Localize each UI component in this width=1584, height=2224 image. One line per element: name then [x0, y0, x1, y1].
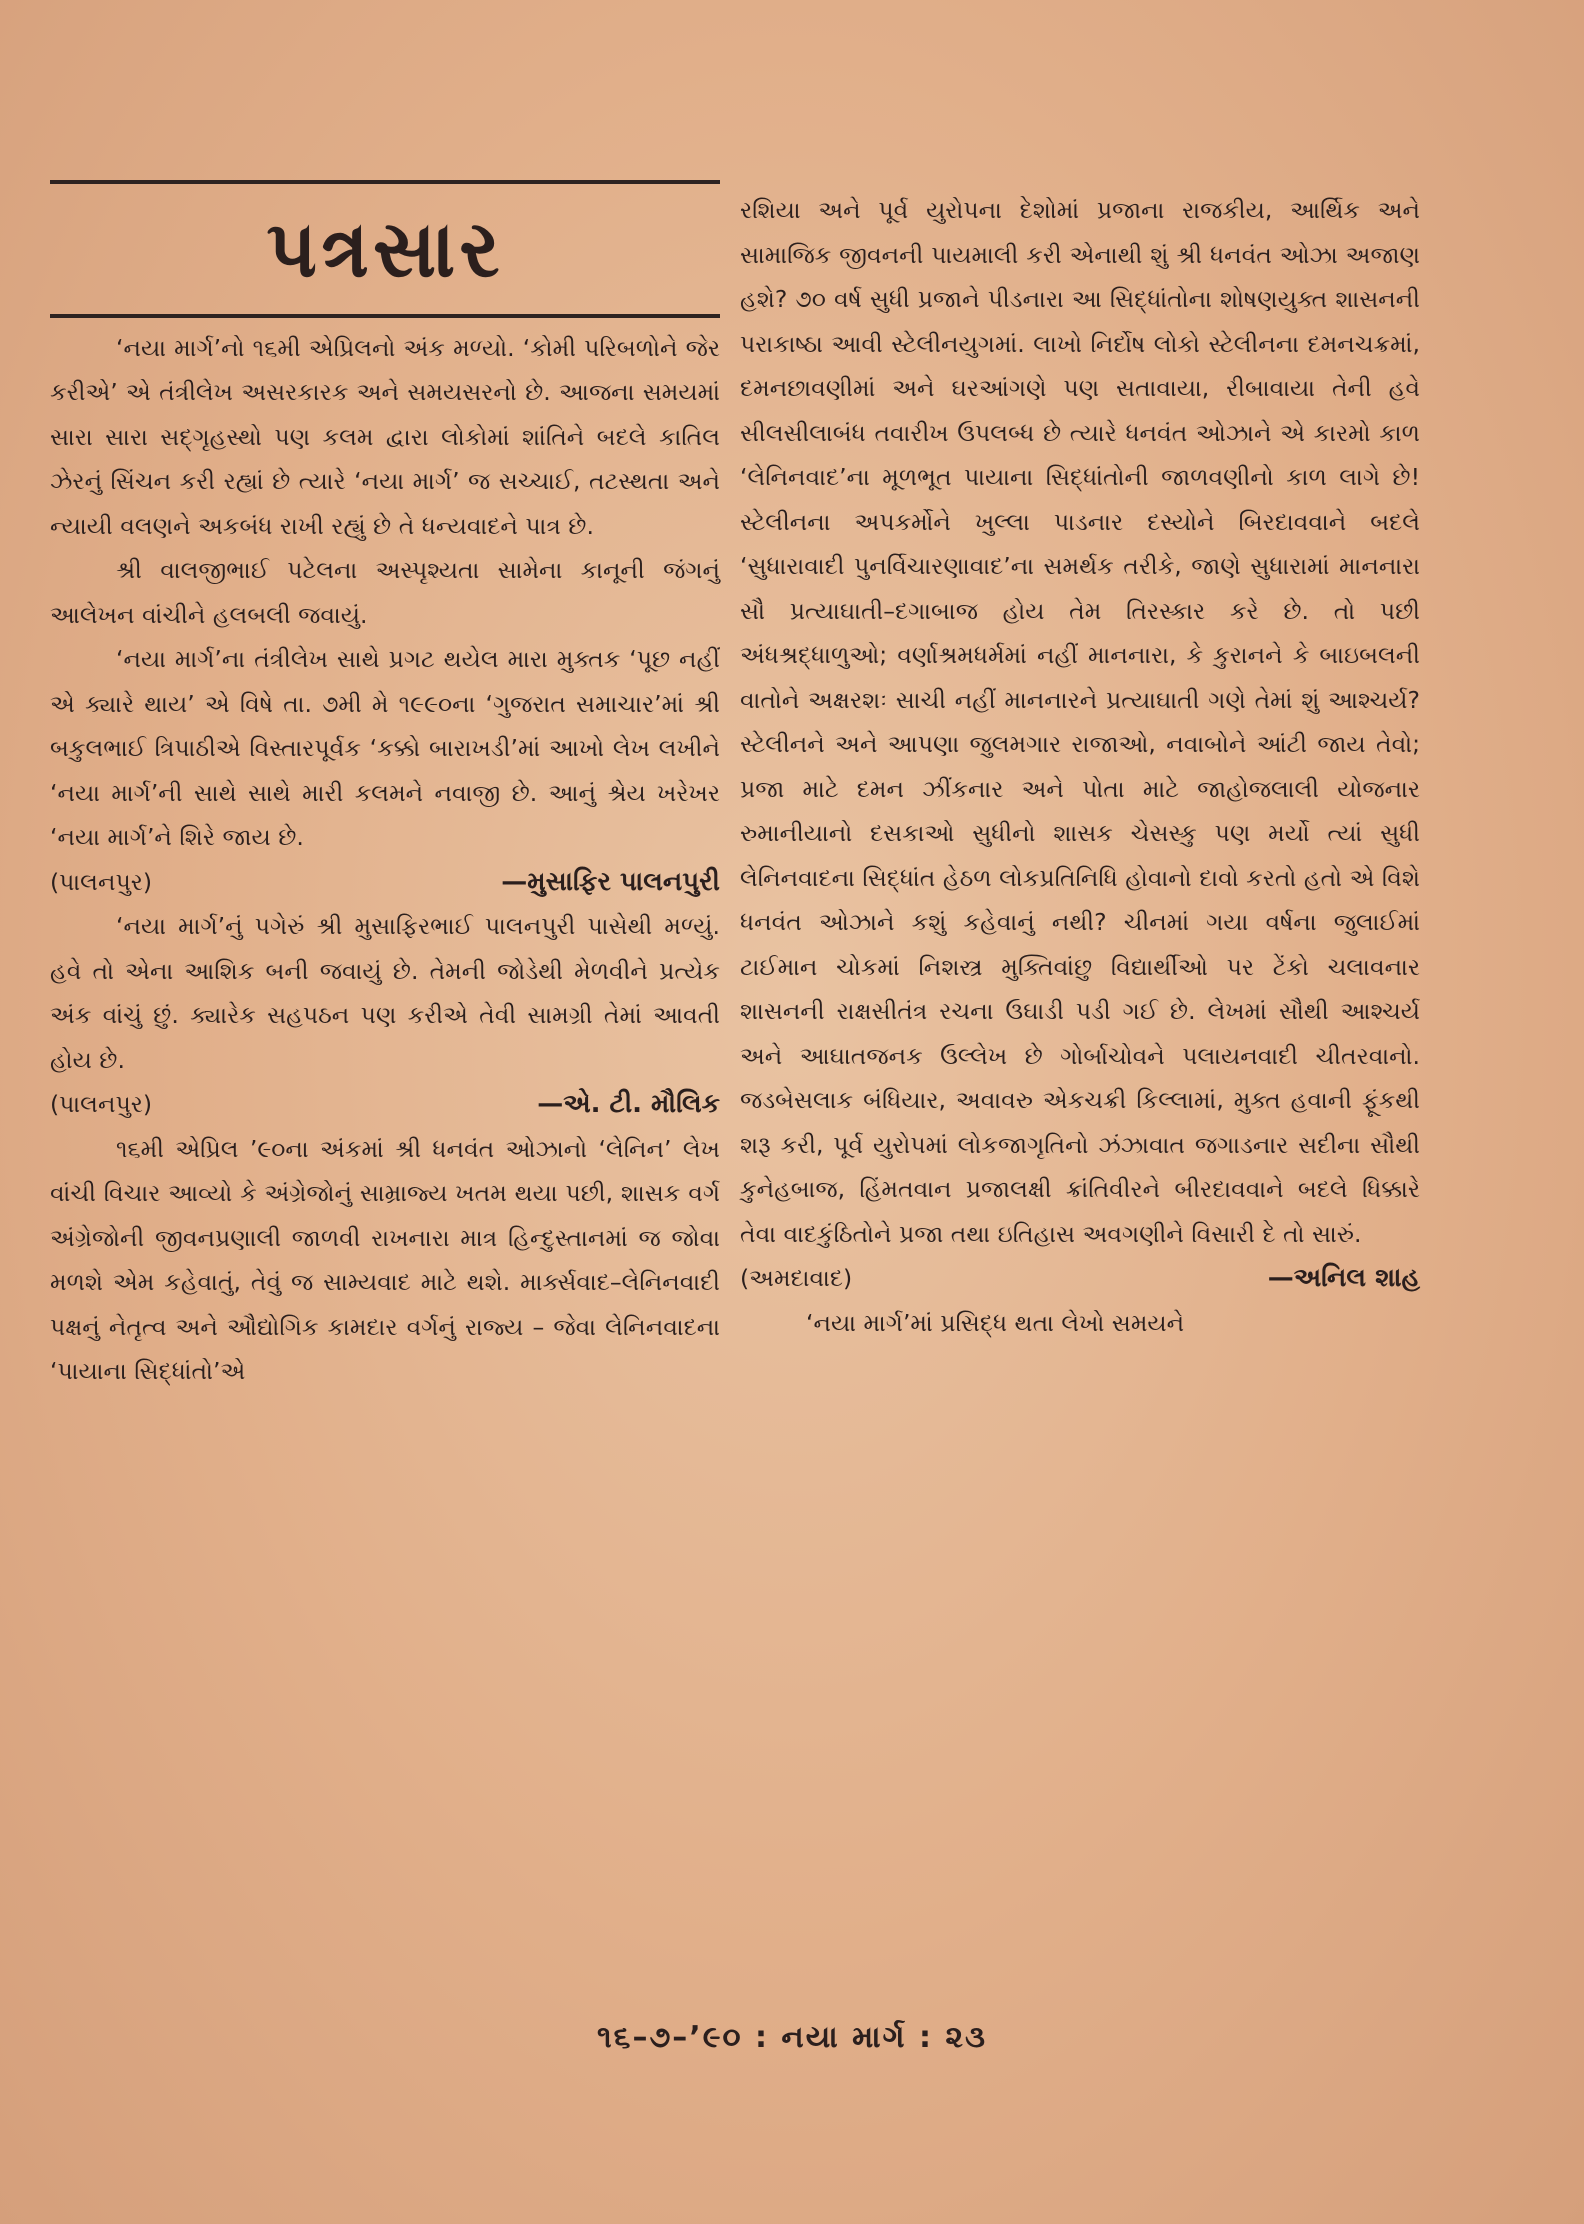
signature-place: (પાલનપુર)	[50, 867, 153, 896]
right-column	[740, 188, 1420, 1345]
signature-author: —મુસાફિર પાલનપુરી	[501, 866, 720, 897]
right-text-2	[740, 1301, 1420, 1346]
section-title: પત્રસાર	[266, 205, 504, 295]
left-text-2	[50, 904, 720, 1082]
title-rule	[50, 314, 720, 318]
letter-1-paragraph: ‘નયા માર્ગ’નો ૧૬મી એપ્રિલનો અંક મળ્યો. ‘કોમી પરિબળોને જેર કરીએ’ એ તંત્રીલેખ અસરકારક અને સમયસરનો છે. આજના સમયમાં સારા સારા સદ્ગૃહસ્થો પણ કલમ દ્વારા લોકોમાં શાંતિને બદલે કાતિલ ઝેરનું સિંચન કરી રહ્યાં છે ત્યારે ‘નયા માર્ગ’ જ સચ્ચાઈ, તટસ્થતા અને ન્યાયી વલણને અકબંધ રાખી રહ્યું છે તે ધન્યવાદને પાત્ર છે.	[50, 333, 720, 540]
left-text-3	[50, 1127, 720, 1394]
letter-5-paragraph: ‘નયા માર્ગ’માં પ્રસિદ્ધ થતા લેખો સમયને	[806, 1308, 1185, 1337]
page-footer: ૧૬–૭–’૯૦ : નયા માર્ગ : ૨૩	[596, 2020, 988, 2055]
signature-author: —એ. ટી. મૌલિક	[537, 1089, 720, 1120]
signature-author: —અનિલ શાહ	[1267, 1263, 1420, 1293]
letter-3-paragraph: ‘નયા માર્ગ’નું પગેરું શ્રી મુસાફિરભાઈ પાલનપુરી પાસેથી મળ્યું. હવે તો એના આશિક બની જવાયું છે. તેમની જોડેથી મેળવીને પ્રત્યેક અંક વાંચું છું. ક્યારેક સહપઠન પણ કરીએ તેવી સામગ્રી તેમાં આવતી હોય છે.	[50, 912, 720, 1074]
signature-place: (અમદાવાદ)	[740, 1264, 853, 1292]
signature-place: (પાલનપુર)	[50, 1090, 153, 1119]
left-column	[50, 180, 720, 1394]
signature-3	[740, 1256, 1420, 1301]
left-text	[50, 326, 720, 860]
signature-1	[50, 860, 720, 905]
letter-4-paragraph: ૧૬મી એપ્રિલ ’૯૦ના અંકમાં શ્રી ધનવંત ઓઝાનો ‘લેનિન’ લેખ વાંચી વિચાર આવ્યો કે અંગ્રેજોનું સામ્રાજ્ય ખતમ થયા પછી, શાસક વર્ગ અંગ્રેજોની જીવનપ્રણાલી જાળવી રાખનારા માત્ર હિન્દુસ્તાનમાં જ જોવા મળશે એમ કહેવાતું, તેવું જ સામ્યવાદ માટે થશે. માર્ક્સવાદ–લેનિનવાદી પક્ષનું નેતૃત્વ અને ઔદ્યોગિક કામદાર વર્ગનું રાજ્ય – જેવા લેનિનવાદના ‘પાયાના સિદ્ધાંતો’એ	[50, 1134, 720, 1386]
letter-2-paragraph: ‘નયા માર્ગ’ના તંત્રીલેખ સાથે પ્રગટ થયેલ મારા મુક્તક ‘પૂછ નહીં એ ક્યારે થાય’ એ વિષે તા. ૭મી મે ૧૯૯૦ના ‘ગુજરાત સમાચાર’માં શ્રી બકુલભાઈ ત્રિપાઠીએ વિસ્તારપૂર્વક ‘કક્કો બારાખડી’માં આખો લેખ લખીને ‘નયા માર્ગ’ની સાથે સાથે મારી કલમને નવાજી છે. આનું શ્રેય ખરેખર ‘નયા માર્ગ’ને શિરે જાય છે.	[50, 645, 720, 852]
top-rule	[50, 180, 720, 184]
letter-1-paragraph-2: શ્રી વાલજીભાઈ પટેલના અસ્પૃશ્યતા સામેના કાનૂની જંગનું આલેખન વાંચીને હલબલી જવાયું.	[50, 556, 720, 629]
letter-4-continued: રશિયા અને પૂર્વ યુરોપના દેશોમાં પ્રજાના રાજકીય, આર્થિક અને સામાજિક જીવનની પાયમાલી કરી એનાથી શું શ્રી ધનવંત ઓઝા અજાણ હશે? ૭૦ વર્ષ સુધી પ્રજાને પીડનારા આ સિદ્ધાંતોના શોષણયુક્ત શાસનની પરાકાષ્ઠા આવી સ્ટેલીનયુગમાં. લાખો નિર્દોષ લોકો સ્ટેલીનના દમનચક્રમાં, દમનછાવણીમાં અને ઘરઆંગણે પણ સતાવાયા, રીબાવાયા તેની હવે સીલસીલાબંધ તવારીખ ઉપલબ્ધ છે ત્યારે ધનવંત ઓઝાને એ કારમો કાળ ‘લેનિનવાદ’ના મૂળભૂત પાયાના સિદ્ધાંતોની જાળવણીનો કાળ લાગે છે! સ્ટેલીનના અપકર્મોને ખુલ્લા પાડનાર દસ્યોને બિરદાવવાને બદલે ‘સુધારાવાદી પુનર્વિચારણાવાદ’ના સમર્થક તરીકે, જાણે સુધારામાં માનનારા સૌ પ્રત્યાઘાતી–દગાબાજ હોય તેમ તિરસ્કાર કરે છે. તો પછી અંધશ્રદ્ધાળુઓ; વર્ણાશ્રમધર્મમાં નહીં માનનારા, કે કુરાનને કે બાઇબલની વાતોને અક્ષરશઃ સાચી નહીં માનનારને પ્રત્યાઘાતી ગણે તેમાં શું આશ્ચર્ય? સ્ટેલીનને અને આપણા જુલમગાર રાજાઓ, નવાબોને આંટી જાય તેવો; પ્રજા માટે દમન ઝીંકનાર અને પોતા માટે જાહોજલાલી યોજનાર રુમાનીયાનો દસકાઓ સુધીનો શાસક ચેસસ્કુ પણ મર્યો ત્યાં સુધી લેનિનવાદના સિદ્ધાંત હેઠળ લોકપ્રતિનિધિ હોવાનો દાવો કરતો હતો એ વિશે ધનવંત ઓઝાને કશું કહેવાનું નથી? ચીનમાં ગયા વર્ષના જુલાઈમાં ટાઈમાન ચોકમાં નિશસ્ત્ર મુક્તિવાંછુ વિદ્યાર્થીઓ પર ટેંકો ચલાવનાર શાસનની રાક્ષસીતંત્ર રચના ઉઘાડી પડી ગઈ છે. લેખમાં સૌથી આશ્ચર્ય અને આઘાતજનક ઉલ્લેખ છે ગોર્બાચોવને પલાયનવાદી ચીતરવાનો. જડબેસલાક બંધિયાર, અવાવરુ એકચક્રી કિલ્લામાં, મુક્ત હવાની ફૂંકથી શરૂ કરી, પૂર્વ યુરોપમાં લોકજાગૃતિનો ઝંઝાવાત જગાડનાર સદીના સૌથી કુનેહબાજ, હિંમતવાન પ્રજાલક્ષી ક્રાંતિવીરને બીરદાવવાને બદલે ધિક્કારે તેવા વાદકુંઠિતોને પ્રજા તથા ઇતિહાસ અવગણીને વિસારી દે તો સારું.	[740, 196, 1420, 1248]
signature-2	[50, 1082, 720, 1127]
right-text	[740, 188, 1420, 1256]
